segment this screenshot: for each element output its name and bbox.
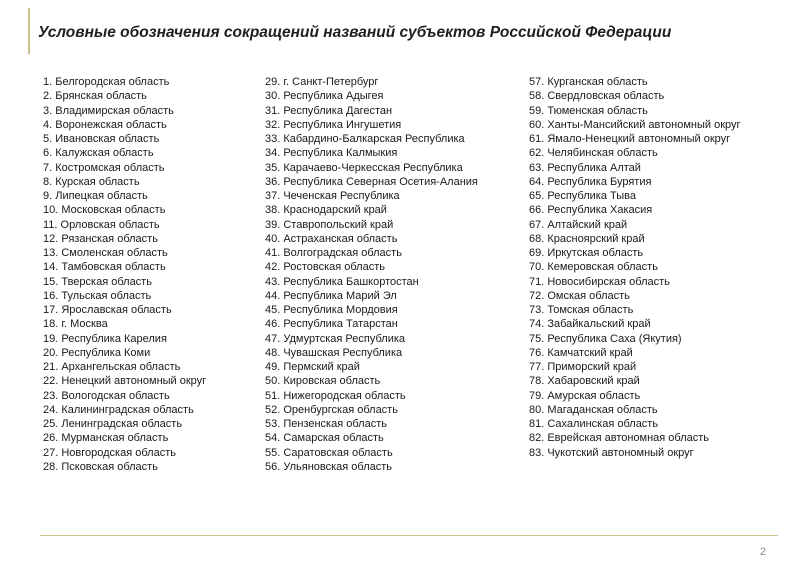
legend-item: 19. Республика Карелия bbox=[43, 332, 167, 345]
legend-item: 42. Ростовская область bbox=[265, 261, 385, 274]
legend-item: 32. Республика Ингушетия bbox=[265, 118, 402, 131]
legend-item: 6. Калужская область bbox=[43, 147, 154, 160]
legend-item: 22. Ненецкий автономный округ bbox=[43, 375, 207, 388]
legend-item: 81. Сахалинская область bbox=[529, 418, 659, 430]
legend-item: 62. Челябинская область bbox=[529, 147, 658, 160]
legend-item: 34. Республика Калмыкия bbox=[265, 147, 398, 160]
legend-item: 53. Пензенская область bbox=[265, 418, 387, 430]
title-accent-rule bbox=[28, 8, 30, 54]
legend-item: 9. Липецкая область bbox=[43, 190, 148, 202]
legend-item: 33. Кабардино-Балкарская Республика bbox=[265, 133, 465, 145]
legend-item: 8. Курская область bbox=[43, 175, 140, 188]
legend-item: 16. Тульская область bbox=[43, 289, 152, 302]
legend-item: 38. Краснодарский край bbox=[265, 204, 387, 217]
legend-item: 74. Забайкальский край bbox=[529, 318, 651, 331]
legend-column-2 bbox=[265, 75, 478, 474]
legend-item: 28. Псковская область bbox=[43, 460, 158, 473]
legend-item: 31. Республика Дагестан bbox=[265, 104, 393, 117]
legend-item: 26. Мурманская область bbox=[43, 432, 169, 445]
legend-item: 49. Пермский край bbox=[265, 361, 360, 373]
legend-item: 47. Удмуртская Республика bbox=[265, 332, 406, 345]
legend-item: 71. Новосибирская область bbox=[529, 275, 670, 288]
legend-item: 78. Хабаровский край bbox=[529, 375, 640, 388]
legend-item: 11. Орловская область bbox=[43, 218, 160, 231]
legend-item: 83. Чукотский автономный округ bbox=[529, 446, 694, 459]
legend-item: 75. Республика Саха (Якутия) bbox=[529, 332, 682, 345]
legend-item: 76. Камчатский край bbox=[529, 346, 633, 359]
legend-item: 25. Ленинградская область bbox=[43, 418, 183, 430]
legend-item: 3. Владимирская область bbox=[43, 104, 174, 117]
legend-item: 4. Воронежская область bbox=[43, 118, 167, 131]
legend-item: 40. Астраханская область bbox=[265, 232, 398, 245]
legend-item: 55. Саратовская область bbox=[265, 446, 393, 459]
legend-item: 13. Смоленская область bbox=[43, 247, 168, 259]
legend-column-3 bbox=[529, 75, 741, 460]
legend-item: 7. Костромская область bbox=[43, 161, 165, 174]
legend-item: 66. Республика Хакасия bbox=[529, 204, 653, 217]
page-number: 2 bbox=[759, 546, 766, 558]
legend-item: 56. Ульяновская область bbox=[265, 460, 393, 473]
legend-item: 65. Республика Тыва bbox=[529, 190, 636, 202]
legend-item: 73. Томская область bbox=[529, 304, 634, 316]
footer-divider bbox=[40, 535, 778, 536]
legend-item: 57. Курганская область bbox=[529, 76, 648, 88]
legend-item: 59. Тюменская область bbox=[529, 104, 648, 117]
legend-item: 36. Республика Северная Осетия-Алания bbox=[265, 175, 478, 188]
legend-item: 46. Республика Татарстан bbox=[265, 318, 398, 331]
legend-item: 35. Карачаево-Черкесская Республика bbox=[265, 161, 463, 174]
legend-item: 41. Волгоградская область bbox=[265, 247, 402, 259]
legend-item: 5. Ивановская область bbox=[43, 133, 160, 145]
legend-item: 12. Рязанская область bbox=[43, 232, 158, 245]
legend-item: 20. Республика Коми bbox=[43, 346, 151, 359]
legend-item: 54. Самарская область bbox=[265, 432, 384, 445]
legend-item: 37. Чеченская Республика bbox=[265, 190, 400, 202]
legend-item: 51. Нижегородская область bbox=[265, 389, 406, 402]
legend-item: 80. Магаданская область bbox=[529, 403, 658, 416]
legend-item: 68. Красноярский край bbox=[529, 232, 645, 245]
legend-item: 77. Приморский край bbox=[529, 361, 637, 373]
legend-item: 69. Иркутская область bbox=[529, 247, 644, 259]
legend-item: 70. Кемеровская область bbox=[529, 261, 658, 274]
legend-column-1 bbox=[43, 75, 206, 474]
legend-item: 79. Амурская область bbox=[529, 389, 641, 402]
legend-item: 61. Ямало-Ненецкий автономный округ bbox=[529, 133, 731, 145]
legend-item: 72. Омская область bbox=[529, 289, 630, 302]
legend-item: 43. Республика Башкортостан bbox=[265, 275, 419, 288]
legend-item: 60. Ханты-Мансийский автономный округ bbox=[529, 118, 741, 131]
legend-item: 14. Тамбовская область bbox=[43, 261, 166, 274]
legend-item: 18. г. Москва bbox=[43, 318, 108, 331]
legend-item: 39. Ставропольский край bbox=[265, 218, 394, 231]
legend-item: 1. Белгородская область bbox=[43, 76, 170, 88]
legend-item: 44. Республика Марий Эл bbox=[265, 289, 397, 302]
legend-item: 27. Новгородская область bbox=[43, 446, 176, 459]
legend-item: 52. Оренбургская область bbox=[265, 403, 398, 416]
legend-item: 64. Республика Бурятия bbox=[529, 175, 652, 188]
legend-item: 67. Алтайский край bbox=[529, 218, 628, 231]
legend-item: 58. Свердловская область bbox=[529, 90, 665, 103]
legend-item: 30. Республика Адыгея bbox=[265, 90, 384, 103]
legend-item: 50. Кировская область bbox=[265, 375, 381, 388]
legend-item: 45. Республика Мордовия bbox=[265, 304, 398, 316]
legend-item: 23. Вологодская область bbox=[43, 389, 170, 402]
legend-item: 21. Архангельская область bbox=[43, 361, 181, 373]
legend-item: 63. Республика Алтай bbox=[529, 161, 641, 174]
legend-item: 82. Еврейская автономная область bbox=[529, 432, 710, 445]
legend-item: 48. Чувашская Республика bbox=[265, 346, 403, 359]
legend-item: 2. Брянская область bbox=[43, 90, 147, 103]
page-title: Условные обозначения сокращений названий субъектов Российской Федерации bbox=[38, 24, 672, 41]
legend-item: 15. Тверская область bbox=[43, 275, 152, 288]
legend-item: 24. Калининградская область bbox=[43, 403, 194, 416]
legend-item: 29. г. Санкт-Петербург bbox=[265, 76, 379, 88]
legend-item: 17. Ярославская область bbox=[43, 304, 172, 316]
legend-item: 10. Московская область bbox=[43, 204, 166, 217]
